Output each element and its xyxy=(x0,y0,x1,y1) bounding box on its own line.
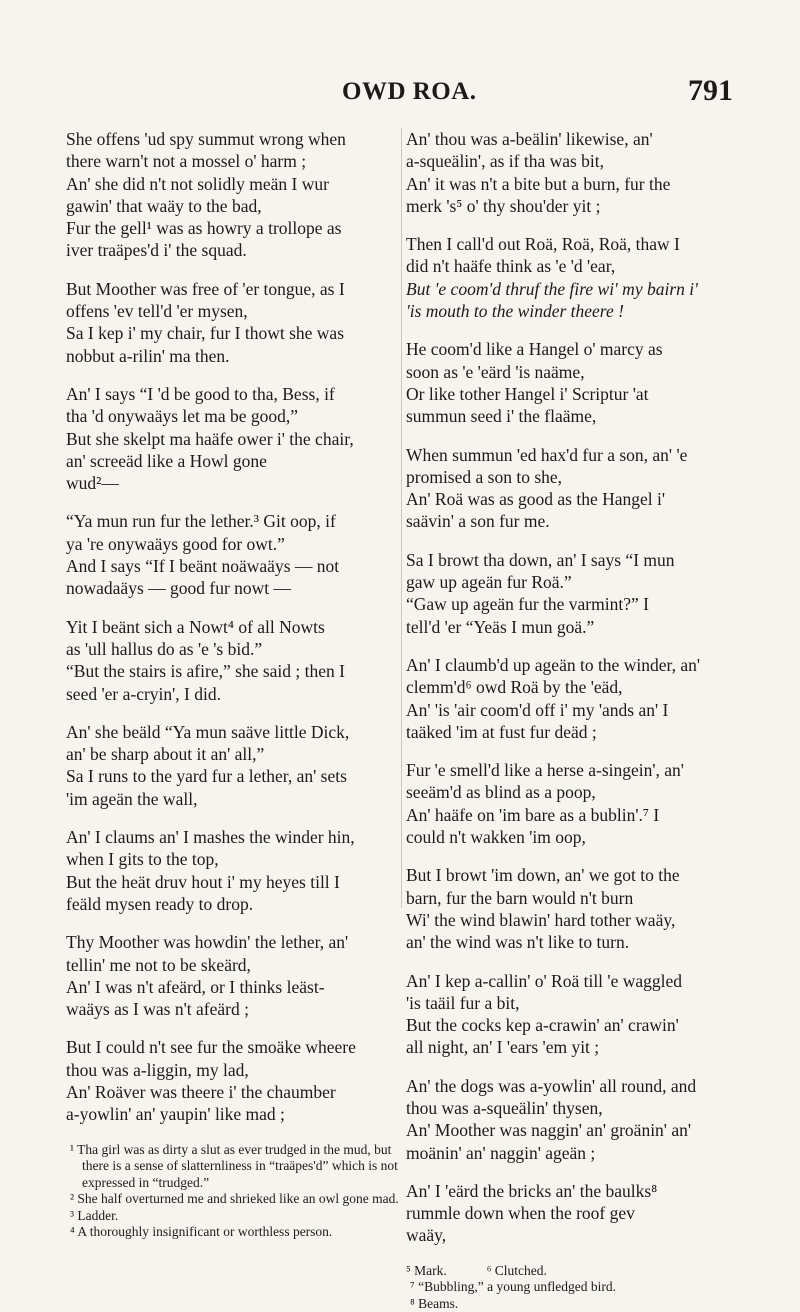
stanza xyxy=(406,864,744,953)
verse-line: “Ya mun run fur the lether.³ Git oop, if xyxy=(66,511,336,532)
verse-line: all night, an' I 'ears 'em yit ; xyxy=(406,1037,600,1058)
verse-line: But 'e coom'd thruf the fire wi' my bairn i' xyxy=(406,278,698,299)
page-number: 791 xyxy=(688,74,733,107)
verse-line: an' be sharp about it an' all,” xyxy=(66,744,265,765)
stanza xyxy=(406,759,744,848)
footnote: ¹ Tha girl was as dirty a slut as ever trudged in the mud, but there is a sense of slatternliness in “traäpes'd” which is not expressed in “trudged.” xyxy=(70,1141,398,1190)
verse-line: An' I kep a-callin' o' Roä till 'e waggled xyxy=(406,970,683,991)
verse-line: could n't wakken 'im oop, xyxy=(406,827,586,848)
verse-line: Sa I browt tha down, an' I says “I mun xyxy=(406,549,675,570)
verse-line: An' I 'eärd the bricks an' the baulks⁸ xyxy=(406,1180,658,1201)
verse-line: tellin' me not to be skeärd, xyxy=(66,954,251,975)
stanza xyxy=(66,616,404,705)
verse-line: He coom'd like a Hangel o' marcy as xyxy=(406,339,663,360)
stanza xyxy=(406,338,744,427)
verse-line: She offens 'ud spy summut wrong when xyxy=(66,129,346,149)
footnote: ⁸ Beams. xyxy=(410,1295,459,1311)
stanza xyxy=(406,444,744,533)
verse-line: An' I says “I 'd be good to tha, Bess, if xyxy=(66,383,335,404)
verse-line: Sa I kep i' my chair, fur I thowt she was xyxy=(66,323,345,344)
verse-line: a-yowlin' an' yaupin' like mad ; xyxy=(66,1104,285,1125)
stanza xyxy=(66,278,404,367)
verse-line: tell'd 'er “Yeäs I mun goä.” xyxy=(406,616,595,637)
verse-line: Or like tother Hangel i' Scriptur 'at xyxy=(406,383,649,404)
verse-line: An' Roäver was theere i' the chaumber xyxy=(66,1081,336,1102)
verse-line: as 'ull hallus do as 'e 's bid.” xyxy=(66,638,263,659)
stanza xyxy=(406,1180,744,1247)
verse-line: Fur the gell¹ was as howry a trollope as xyxy=(66,218,342,239)
verse-line: An' thou was a-beälin' likewise, an' xyxy=(406,129,653,149)
verse-line: An' I claums an' I mashes the winder hin, xyxy=(66,827,355,848)
footnote: ² She half overturned me and shrieked like an owl gone mad. xyxy=(70,1191,399,1207)
footnote: ⁵ Mark. xyxy=(406,1262,447,1278)
verse-line: 'im ageän the wall, xyxy=(66,788,198,809)
verse-line: nobbut a-rilin' ma then. xyxy=(66,345,230,366)
verse-line: ya 're onywaäys good for owt.” xyxy=(66,533,285,554)
stanza xyxy=(66,931,404,1020)
verse-line: But the cocks kep a-crawin' an' crawin' xyxy=(406,1015,679,1036)
verse-line: merk 's⁵ o' thy shou'der yit ; xyxy=(406,195,601,216)
verse-line: rummle down when the roof gev xyxy=(406,1203,635,1224)
verse-line: iver traäpes'd i' the squad. xyxy=(66,240,247,261)
verse-line: gaw up ageän fur Roä.” xyxy=(406,572,572,593)
verse-line: barn, fur the barn would n't burn xyxy=(406,887,634,908)
stanza xyxy=(66,1036,404,1125)
stanza xyxy=(406,1075,744,1164)
verse-line: tha 'd onywaäys let ma be good,” xyxy=(66,406,299,427)
verse-line: an' the wind was n't like to turn. xyxy=(406,932,630,953)
verse-line: “Gaw up ageän fur the varmint?” I xyxy=(406,594,649,615)
verse-line: Wi' the wind blawin' hard tother waäy, xyxy=(406,909,676,930)
footnote: ⁴ A thoroughly insignificant or worthless person. xyxy=(70,1224,333,1240)
stanza xyxy=(66,383,404,494)
running-head: OWD ROA. xyxy=(342,78,477,105)
verse-line: waäy, xyxy=(406,1225,447,1246)
verse-line: thou was a-squeälin' thysen, xyxy=(406,1097,603,1118)
verse-line: An' she beäld “Ya mun saäve little Dick, xyxy=(66,721,350,742)
verse-line: An' Moother was naggin' an' groänin' an' xyxy=(406,1120,692,1141)
verse-line: But Moother was free of 'er tongue, as I xyxy=(66,278,345,299)
verse-line: seeäm'd as blind as a poop, xyxy=(406,782,596,803)
verse-line: offens 'ev tell'd 'er mysen, xyxy=(66,301,248,322)
verse-line: Sa I runs to the yard fur a lether, an' sets xyxy=(66,766,347,787)
verse-line: Thy Moother was howdin' the lether, an' xyxy=(66,932,349,953)
verse-line: “But the stairs is afire,” she said ; then I xyxy=(66,661,345,682)
verse-line: an' screeäd like a Howl gone xyxy=(66,450,267,471)
stanza xyxy=(66,721,404,810)
verse-line: An' Roä was as good as the Hangel i' xyxy=(406,489,666,510)
footnote: ⁶ Clutched. xyxy=(486,1262,547,1278)
verse-line: moänin' an' naggin' ageän ; xyxy=(406,1142,596,1163)
verse-line: gawin' that waäy to the bad, xyxy=(66,195,262,216)
verse-line: soon as 'e 'eärd 'is naäme, xyxy=(406,361,585,382)
stanza xyxy=(406,970,744,1059)
verse-line: An' 'is 'air coom'd off i' my 'ands an' I xyxy=(406,699,669,720)
verse-line: But I browt 'im down, an' we got to the xyxy=(406,865,680,886)
verse-line: An' I claumb'd up ageän to the winder, an' xyxy=(406,654,701,675)
verse-line: when I gits to the top, xyxy=(66,849,219,870)
verse-line: clemm'd⁶ owd Roä by the 'eäd, xyxy=(406,677,623,698)
verse-line: nowadaäys — good fur nowt — xyxy=(66,578,292,599)
verse-line: But I could n't see fur the smoäke wheere xyxy=(66,1037,356,1058)
verse-line: there warn't not a mossel o' harm ; xyxy=(66,151,307,172)
verse-line: But she skelpt ma haäfe ower i' the chair, xyxy=(66,428,354,449)
stanza xyxy=(66,510,404,599)
verse-line: When summun 'ed hax'd fur a son, an' 'e xyxy=(406,444,688,465)
footnotes xyxy=(406,1263,744,1312)
verse-line: saävin' a son fur me. xyxy=(406,511,550,532)
verse-line: did n't haäfe think as 'e 'd 'ear, xyxy=(406,256,616,277)
footnote: ⁷ “Bubbling,” a young unfledged bird. xyxy=(410,1279,617,1295)
verse-line: a-squeälin', as if tha was bit, xyxy=(406,151,605,172)
verse-line: wud²— xyxy=(66,473,119,494)
verse-line: An' I was n't afeärd, or I thinks leäst- xyxy=(66,976,325,997)
verse-line: Then I call'd out Roä, Roä, Roä, thaw I xyxy=(406,234,680,255)
verse-line: Yit I beänt sich a Nowt⁴ of all Nowts xyxy=(66,616,325,637)
right-column xyxy=(406,128,744,1312)
verse-line: Fur 'e smell'd like a herse a-singein', an' xyxy=(406,760,684,781)
verse-line: An' haäfe on 'im bare as a bublin'.⁷ I xyxy=(406,804,660,825)
verse-line: But the heät druv hout i' my heyes till I xyxy=(66,871,340,892)
verse-line: An' she did n't not solidly meän I wur xyxy=(66,173,329,194)
verse-line: An' it was n't a bite but a burn, fur the xyxy=(406,173,671,194)
stanza xyxy=(406,549,744,638)
verse-line: promised a son to she, xyxy=(406,466,563,487)
verse-line: 'is mouth to the winder theere ! xyxy=(406,301,624,322)
verse-line: 'is taäil fur a bit, xyxy=(406,992,520,1013)
stanza xyxy=(66,826,404,915)
verse-line: waäys as I was n't afeärd ; xyxy=(66,999,249,1020)
stanza xyxy=(66,128,404,262)
verse-line: seed 'er a-cryin', I did. xyxy=(66,683,221,704)
verse-line: And I says “If I beänt noäwaäys — not xyxy=(66,556,340,577)
page-header xyxy=(0,72,800,112)
verse-line: thou was a-liggin, my lad, xyxy=(66,1059,249,1080)
verse-line: feäld mysen ready to drop. xyxy=(66,893,254,914)
verse-line: taäked 'im at fust fur deäd ; xyxy=(406,721,597,742)
stanza xyxy=(406,233,744,322)
stanza xyxy=(406,128,744,217)
footnotes xyxy=(66,1142,404,1241)
verse-line: summun seed i' the flaäme, xyxy=(406,406,597,427)
stanza xyxy=(406,654,744,743)
left-column xyxy=(66,128,404,1241)
verse-line: An' the dogs was a-yowlin' all round, and xyxy=(406,1075,697,1096)
footnote: ³ Ladder. xyxy=(70,1207,119,1223)
